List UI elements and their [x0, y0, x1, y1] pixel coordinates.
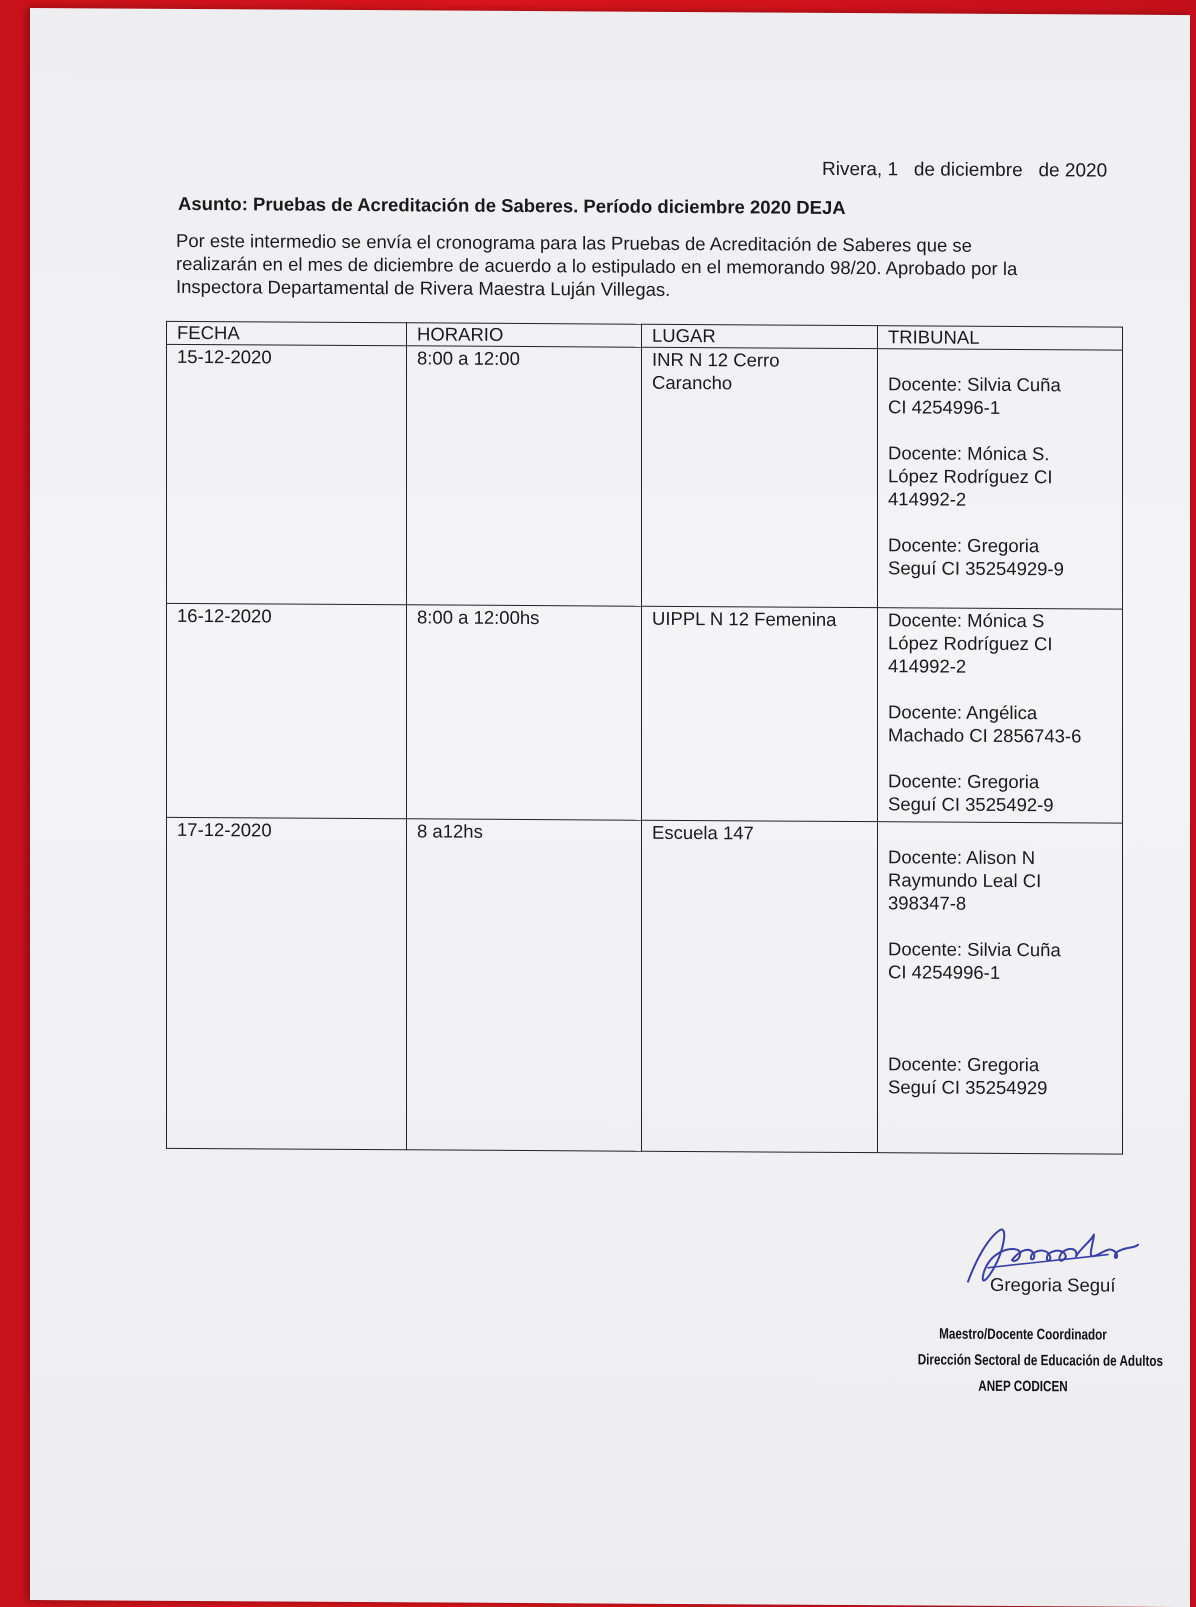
stamp-title: Maestro/Docente Coordinador [939, 1325, 1107, 1344]
table-row [167, 818, 1123, 1154]
document-page [30, 8, 1190, 1607]
cell-fecha: 17-12-2020 [167, 818, 407, 1150]
cell-horario: 8:00 a 12:00hs [407, 605, 642, 821]
table-row [167, 344, 1123, 609]
cell-lugar: Escuela 147 [642, 821, 878, 1153]
date-line: Rivera, 1 de diciembre de 2020 [822, 158, 1108, 182]
cell-tribunal: Docente: Mónica S López Rodríguez CI 414992-2 Docente: Angélica Machado CI 2856743-6 Docente: Gregoria Seguí CI 3525492-9 [878, 608, 1123, 824]
intro-paragraph: Por este intermedio se envía el cronograma para las Pruebas de Acreditación de Saberes que se realizarán en el mes de diciembre de acuerdo a lo estipulado en el memorando 98/20. Aprobado por la Inspectora Departamental de Rivera Maestra Luján Villegas. [176, 229, 1018, 300]
header-fecha: FECHA [167, 321, 407, 345]
cell-lugar: UIPPL N 12 Femenina [642, 606, 878, 822]
cell-fecha: 16-12-2020 [167, 603, 407, 819]
header-horario: HORARIO [407, 323, 642, 347]
cell-tribunal: Docente: Silvia Cuña CI 4254996-1 Docente: Mónica S. López Rodríguez CI 414992-2 Docente: Gregoria Seguí CI 35254929-9 [878, 349, 1123, 610]
cell-lugar: INR N 12 Cerro Carancho [642, 347, 878, 608]
cell-fecha: 15-12-2020 [167, 344, 407, 605]
cell-horario: 8 a12hs [407, 819, 642, 1151]
schedule-table [166, 321, 1123, 1155]
cell-horario: 8:00 a 12:00 [407, 346, 642, 607]
header-lugar: LUGAR [642, 324, 878, 348]
header-tribunal: TRIBUNAL [878, 326, 1123, 350]
signatory-name: Gregoria Seguí [990, 1273, 1116, 1296]
official-stamp [917, 1321, 1164, 1400]
table-row [167, 603, 1123, 823]
cell-tribunal: Docente: Alison N Raymundo Leal CI 398347-8 Docente: Silvia Cuña CI 4254996-1 Docente: Gregoria Seguí CI 35254929 [878, 822, 1123, 1154]
stamp-institution: ANEP CODICEN [978, 1377, 1068, 1396]
subject-line: Asunto: Pruebas de Acreditación de Saberes. Período diciembre 2020 DEJA [178, 192, 846, 218]
stamp-department: Dirección Sectoral de Educación de Adultos [917, 1351, 1164, 1370]
